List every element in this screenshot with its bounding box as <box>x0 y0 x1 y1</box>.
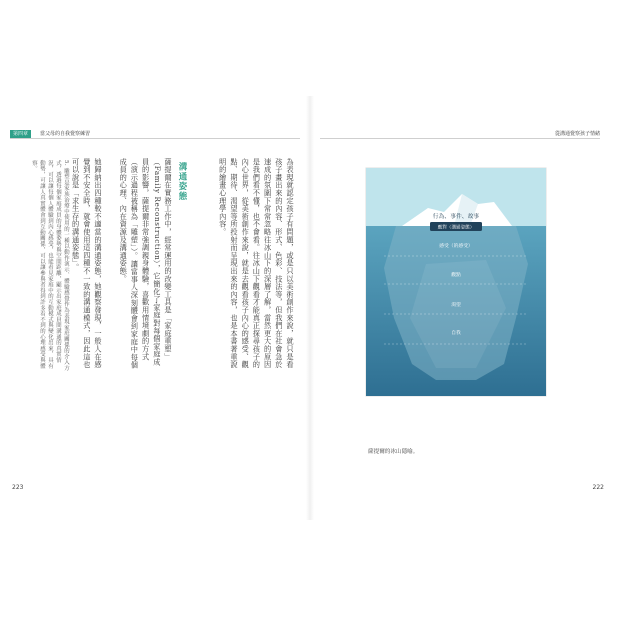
right-page <box>312 96 620 520</box>
label-self: 自我 <box>451 331 461 336</box>
section-heading: 溝通姿態 <box>178 162 188 202</box>
label-perceptions: 觀點 <box>451 273 461 278</box>
header-rule <box>10 138 300 139</box>
book-spread <box>0 96 620 520</box>
footnote: 5. 雕塑是家族治療中使用的一種以動作演示、體驗感覺作為表現家庭關係的介入方式，透過每個家庭成員的身體姿勢與空間距離，顯示出家庭成員間溝通的真實情況，可以讓每個人體驗到內心感受，也能看見家庭中的互動模式與變化出來，具有動勢，可讓人真實體會到互動關係，可以讓參與者得到許多看不到的心理感受與體察。 <box>31 160 69 372</box>
label-tip: 行為、事件、故事 <box>432 214 480 220</box>
paragraph-intro: 為表現就認定孩子有問題，或是只以美術創作來說，就只是看孩子畫出來的內容、形式、色彩、技法等，但我們在社會急於速成的氛圍下常常忽略往冰山下的深層了解，當然更大的原因是我們看不懂，也不會看。往冰山下觀看才能真正探尋孩子的內心世界，從美術創作來說，就是去觀看孩子內心的感受、觀點、期待、渴望等所投射而呈現出來的內容，也是本書著重說明的繪畫心理學內容。 <box>218 158 295 369</box>
chapter-title: 當父母的自我覺察練習 <box>40 131 91 137</box>
chapter-label: 第四章 <box>10 130 31 138</box>
label-expectations: 渴望 <box>451 303 461 308</box>
left-page <box>0 96 308 520</box>
page-number: 222 <box>592 484 604 491</box>
figure-caption: 薩提爾的冰山隱喻。 <box>368 449 419 455</box>
running-head: 從溝通覺察孩子情緒 <box>554 131 600 137</box>
header-rule <box>320 138 600 139</box>
iceberg-illustration <box>366 168 546 396</box>
paragraph-communication-stances: 她歸納出四種較不適當的溝通姿態，她觀察發現，一般人在感覺到不安全時，就會使用這四種不一致的溝通模式，因此這也可以說是「求生存的溝通姿態」。 <box>71 158 103 369</box>
page-number: 223 <box>12 484 24 491</box>
iceberg-figure <box>366 168 546 396</box>
label-waterline: 應對（溝通姿態） <box>437 225 475 231</box>
label-feelings: 感受（的感受） <box>439 244 473 249</box>
paragraph-family-reconstruction: 薩提爾在實務工作中，經常運用的改變工具是「家庭重塑」（Family Reconstruction），它簡化了家庭對每個家庭成員的影響，薩提爾非常強調親身體驗，喜歡用情境劇的方式（演示過程被稱為「雕塑」）。讓當事人深刻體會到家庭中每個成員的心理、內在資源及溝通姿態。 <box>119 158 173 370</box>
